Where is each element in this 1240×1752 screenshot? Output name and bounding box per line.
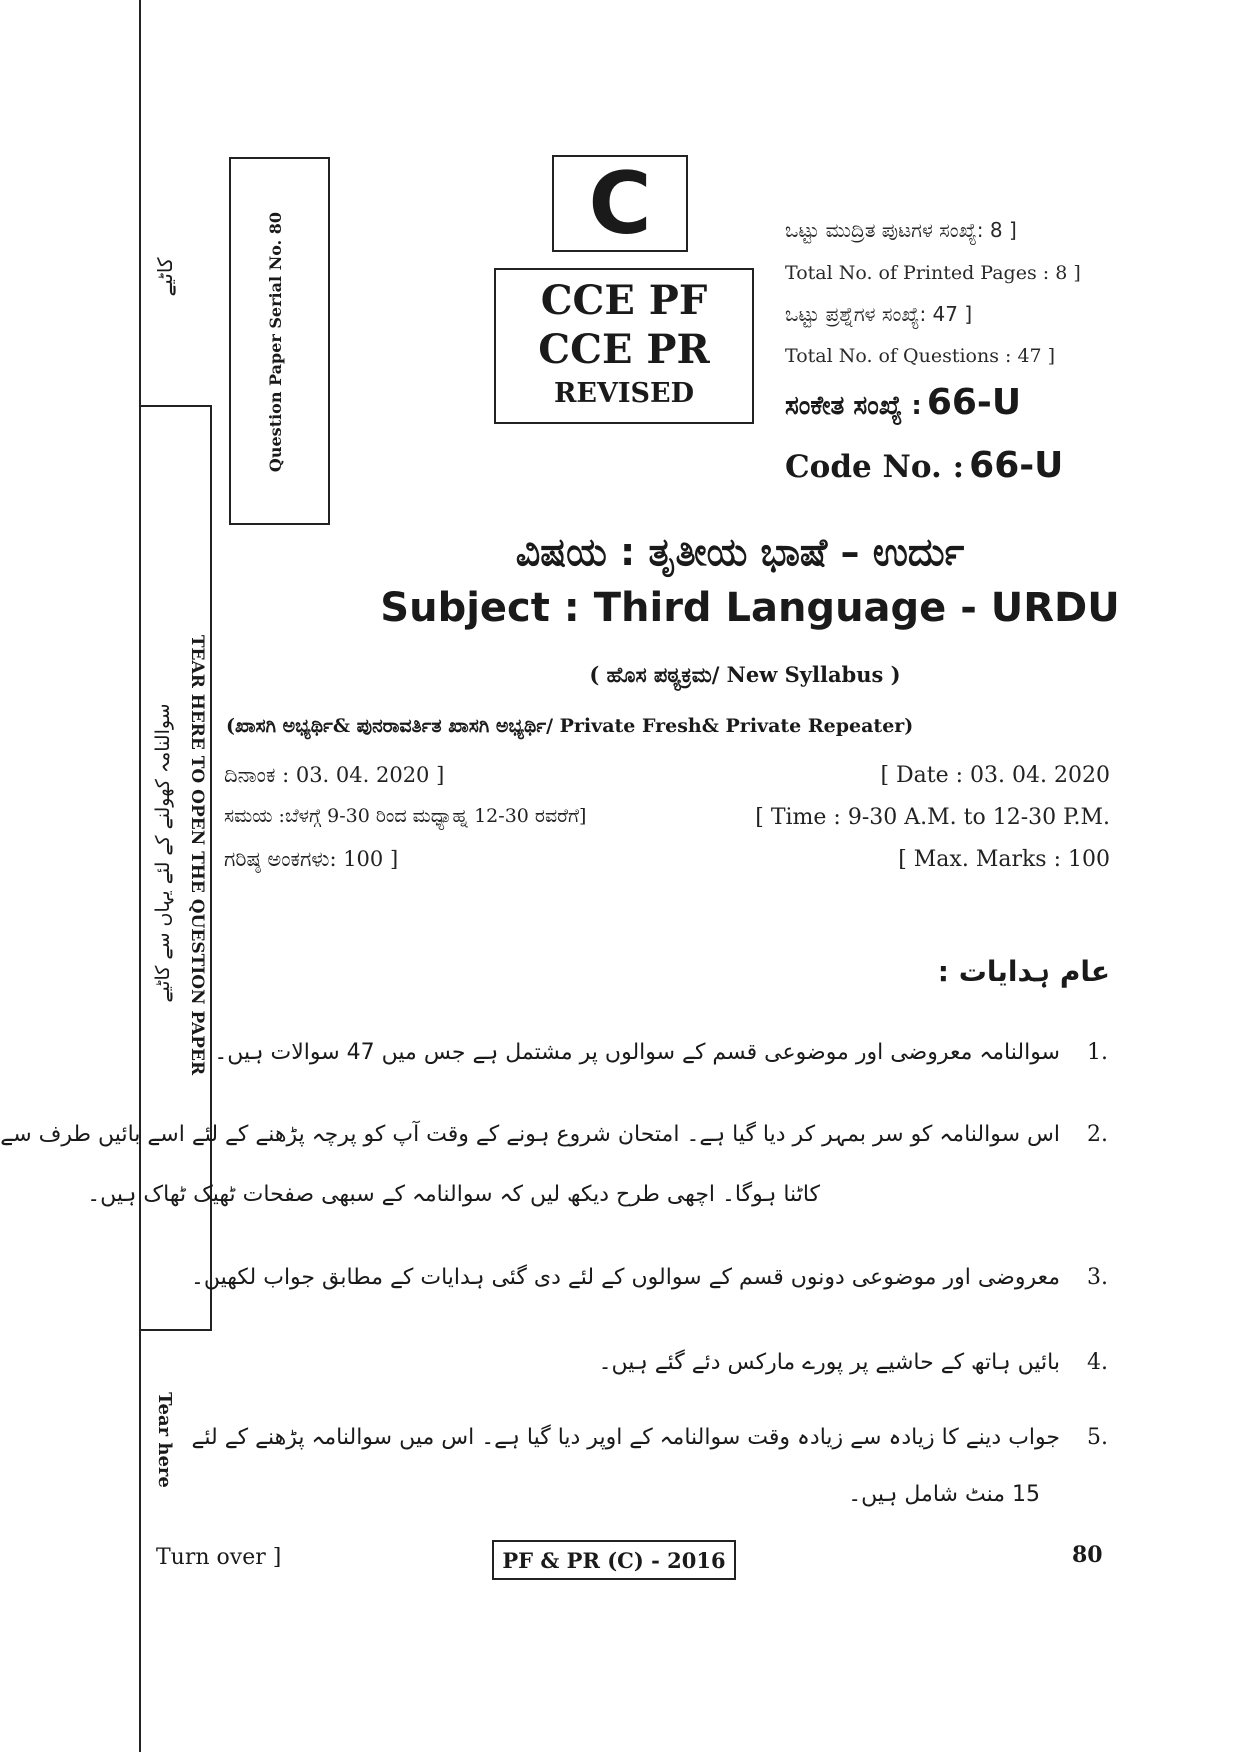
date-kn: ದಿನಾಂಕ : 03. 04. 2020 ] [224,763,445,787]
code-kn-label: ಸಂಕೇತ ಸಂಖ್ಯೆ : [785,391,922,421]
code-en [785,445,1063,486]
version-box [552,155,688,252]
questions-kn: ಒಟ್ಟು ಪ್ರಶ್ನೆಗಳ ಸಂಖ್ಯೆ: 47 ] [785,302,973,326]
questions-en: Total No. of Questions : 47 ] [785,345,1056,367]
instruction-4-number: 4. [1087,1350,1108,1375]
tear-open-text: TEAR HERE TO OPEN THE QUESTION PAPER [187,634,207,1076]
printed-pages-kn: ಒಟ್ಟು ಮುದ್ರಿತ ಪುಟಗಳ ಸಂಖ್ಯೆ: 8 ] [785,218,1017,242]
instruction-2-line-1: اس سوالنامہ کو سر بمہر کر دیا گیا ہے۔ امتحان شروع ہونے کے وقت آپ کو پرچہ پڑھنے کے لئے اسے بائیں طرف سے [0,1122,1060,1147]
printed-pages-en: Total No. of Printed Pages : 8 ] [785,262,1081,284]
subject-english: Subject : Third Language - URDU [380,585,1120,631]
paper-code-box [492,1540,736,1580]
exam-line-2: CCE PR [538,326,710,373]
version-letter: C [588,153,652,254]
time-kn: ಸಮಯ :ಬೆಳಗ್ಗೆ 9-30 ರಿಂದ ಮಧ್ಯಾಹ್ನ 12-30 ರವರೆಗೆ] [224,805,587,827]
instruction-5-number: 5. [1087,1425,1108,1450]
perforation-top-rule [139,405,212,407]
marks-en: [ Max. Marks : 100 [898,847,1110,872]
left-margin-line [139,0,141,1752]
time-en: [ Time : 9-30 A.M. to 12-30 P.M. [755,805,1110,830]
instruction-1-number: 1. [1087,1040,1108,1065]
code-en-label: Code No. : [785,449,965,485]
exam-type-box [494,268,754,424]
margin-urdu-top: کاٹیے [153,257,177,297]
tear-here-text: Tear here [154,1392,175,1488]
instruction-2-line-2: کاٹنا ہوگا۔ اچھی طرح دیکھ لیں کہ سوالنامہ کے سبھی صفحات ٹھیک ٹھاک ہیں۔ [87,1182,820,1207]
page-number: 80 [1072,1542,1103,1568]
code-kn [785,382,1021,423]
turn-over: Turn over ] [156,1545,282,1570]
instructions-heading: عام ہدایات : [937,955,1110,988]
tear-open-urdu-text: سوالنامہ کھولنے کے لئے یہاں سے کاٹیے [152,703,174,1003]
instruction-5-line-1: جواب دینے کا زیادہ سے زیادہ وقت سوالنامہ کے اوپر دیا گیا ہے۔ اس میں سوالنامہ پڑھنے کے لئے [191,1425,1060,1450]
exam-line-1: CCE PF [540,277,708,324]
date-en: [ Date : 03. 04. 2020 [880,763,1110,788]
instruction-3-text: معروضی اور موضوعی دونوں قسم کے سوالوں کے لئے دی گئی ہدایات کے مطابق جواب لکھیں۔ [190,1265,1060,1290]
serial-number-box [229,157,330,525]
instruction-1-text: سوالنامہ معروضی اور موضوعی قسم کے سوالوں پر مشتمل ہے جس میں 47 سوالات ہیں۔ [214,1040,1060,1065]
syllabus-line: ( ಹೊಸ ಪಠ್ಯಕ್ರಮ/ New Syllabus ) [589,662,901,687]
marks-kn: ಗರಿಷ್ಠ ಅಂಕಗಳು: 100 ] [224,847,399,871]
exam-revised: REVISED [553,378,695,409]
candidate-type-line: (ಖಾಸಗಿ ಅಭ್ಯರ್ಥಿ& ಪುನರಾವರ್ತಿತ ಖಾಸಗಿ ಅಭ್ಯರ್ಥಿ/ Private Fresh& Private Repeater) [226,715,914,737]
code-kn-value: 66-U [926,382,1022,423]
instruction-2-number: 2. [1087,1122,1108,1147]
serial-number-label: Question Paper Serial No. 80 [266,211,285,473]
instruction-5-line-2: 15 منٹ شامل ہیں۔ [848,1482,1040,1507]
code-en-value: 66-U [969,445,1064,486]
instruction-3-number: 3. [1087,1265,1108,1290]
subject-kannada: ವಿಷಯ : ತೃತೀಯ ಭಾಷೆ – ಉರ್ದು [515,530,965,574]
instruction-4-text: بائیں ہاتھ کے حاشیے پر پورے مارکس دئے گئے ہیں۔ [598,1350,1060,1375]
perforation-bottom-rule [139,1329,212,1331]
paper-code: PF & PR (C) - 2016 [502,1547,726,1573]
